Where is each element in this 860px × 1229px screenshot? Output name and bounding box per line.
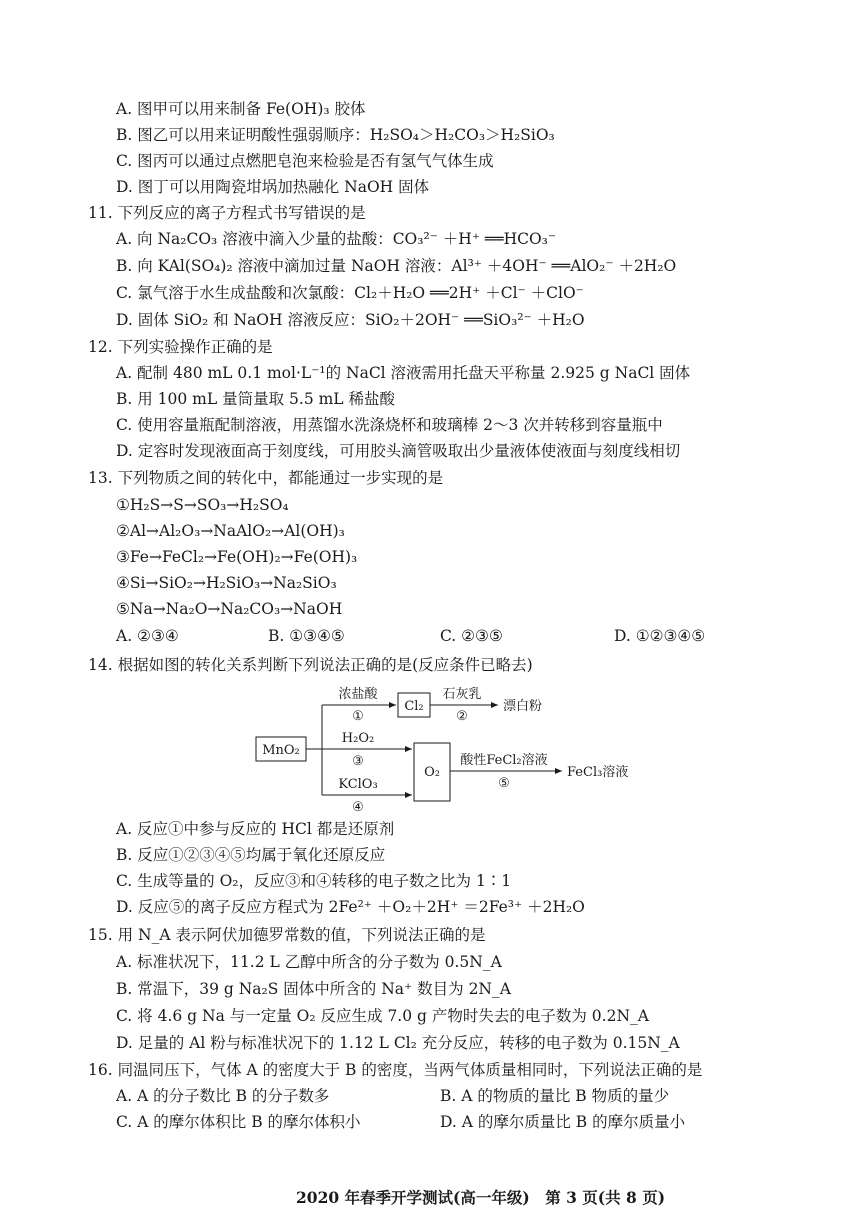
q12-option-a: A. 配制 480 mL 0.1 mol·L⁻¹的 NaCl 溶液需用托盘天平称量 2.925 g NaCl 固体 [116,364,691,382]
reaction-3: ③ [352,754,364,769]
q10-option-c: C. 图丙可以通过点燃肥皂泡来检验是否有氢气气体生成 [116,152,494,170]
q13-choice-a: A. ②③④ [116,627,179,645]
reagent-4: KClO₃ [338,777,378,792]
q16-option-b: B. A 的物质的量比 B 物质的量少 [440,1087,670,1105]
q15-option-b: B. 常温下，39 g Na₂S 固体中所含的 Na⁺ 数目为 2N_A [116,980,511,998]
q11-stem: 11. 下列反应的离子方程式书写错误的是 [88,204,366,222]
cl2-label: Cl₂ [404,699,424,714]
page-footer: 2020 年春季开学测试(高一年级) 第 3 页(共 8 页) [296,1188,666,1207]
q13-choice-c: C. ②③⑤ [440,627,503,645]
q15-stem: 15. 用 N_A 表示阿伏加德罗常数的值，下列说法正确的是 [88,926,486,944]
q13-item-2: ②Al→Al₂O₃→NaAlO₂→Al(OH)₃ [116,522,345,540]
reaction-5: ⑤ [498,776,510,791]
reagent-1: 浓盐酸 [338,687,378,702]
q12-option-b: B. 用 100 mL 量筒量取 5.5 mL 稀盐酸 [116,390,396,408]
reagent-3: H₂O₂ [341,731,375,746]
q11-option-b: B. 向 KAl(SO₄)₂ 溶液中滴加过量 NaOH 溶液：Al³⁺ ＋4OH⁻ ══AlO₂⁻ ＋2H₂O [116,257,677,275]
q13-choice-d: D. ①②③④⑤ [614,627,706,645]
q13-item-1: ①H₂S→S→SO₃→H₂SO₄ [116,496,289,514]
q15-option-a: A. 标准状况下，11.2 L 乙醇中所含的分子数为 0.5N_A [116,953,502,971]
reaction-1: ① [352,709,364,724]
product-2: 漂白粉 [503,699,543,714]
q13-choice-b: B. ①③④⑤ [268,627,345,645]
q16-option-d: D. A 的摩尔质量比 B 的摩尔质量小 [440,1113,686,1131]
reaction-4: ④ [352,800,364,815]
q14-option-d: D. 反应⑤的离子反应方程式为 2Fe²⁺ ＋O₂＋2H⁺ ＝2Fe³⁺ ＋2H₂O [116,898,585,916]
q14-stem: 14. 根据如图的转化关系判断下列说法正确的是(反应条件已略去) [88,656,533,674]
product-5: FeCl₃溶液 [567,765,629,780]
q14-option-b: B. 反应①②③④⑤均属于氧化还原反应 [116,846,386,864]
reaction-2: ② [456,709,468,724]
o2-label: O₂ [424,765,440,780]
q10-option-a: A. 图甲可以用来制备 Fe(OH)₃ 胶体 [116,100,366,118]
mno2-label: MnO₂ [262,743,300,758]
q15-option-c: C. 将 4.6 g Na 与一定量 O₂ 反应生成 7.0 g 产物时失去的电子数为 0.2N_A [116,1007,649,1025]
q12-option-c: C. 使用容量瓶配制溶液，用蒸馏水洗涤烧杯和玻璃棒 2～3 次并转移到容量瓶中 [116,416,663,434]
q16-stem: 16. 同温同压下，气体 A 的密度大于 B 的密度，当两气体质量相同时，下列说法正确的是 [88,1061,703,1079]
q15-option-d: D. 足量的 Al 粉与标准状况下的 1.12 L Cl₂ 充分反应，转移的电子数为 0.15N_A [116,1034,680,1052]
q11-option-d: D. 固体 SiO₂ 和 NaOH 溶液反应：SiO₂＋2OH⁻ ══SiO₃²⁻ ＋H₂O [116,311,585,329]
q13-item-3: ③Fe→FeCl₂→Fe(OH)₂→Fe(OH)₃ [116,548,358,566]
q11-option-c: C. 氯气溶于水生成盐酸和次氯酸：Cl₂＋H₂O ══2H⁺ ＋Cl⁻ ＋ClO⁻ [116,284,584,302]
q16-option-c: C. A 的摩尔体积比 B 的摩尔体积小 [116,1113,361,1131]
q14-option-c: C. 生成等量的 O₂，反应③和④转移的电子数之比为 1∶1 [116,872,512,890]
q13-stem: 13. 下列物质之间的转化中，都能通过一步实现的是 [88,469,444,487]
q13-item-4: ④Si→SiO₂→H₂SiO₃→Na₂SiO₃ [116,574,337,592]
q11-option-a: A. 向 Na₂CO₃ 溶液中滴入少量的盐酸：CO₃²⁻ ＋H⁺ ══HCO₃⁻ [116,230,557,248]
q10-option-b: B. 图乙可以用来证明酸性强弱顺序：H₂SO₄＞H₂CO₃＞H₂SiO₃ [116,126,555,144]
q10-option-d: D. 图丁可以用陶瓷坩埚加热融化 NaOH 固体 [116,178,430,196]
q14-option-a: A. 反应①中参与反应的 HCl 都是还原剂 [116,820,395,838]
q13-item-5: ⑤Na→Na₂O→Na₂CO₃→NaOH [116,600,343,618]
q16-option-a: A. A 的分子数比 B 的分子数多 [116,1087,330,1105]
reagent-2: 石灰乳 [442,687,482,702]
q12-stem: 12. 下列实验操作正确的是 [88,338,273,356]
reagent-5: 酸性FeCl₂溶液 [460,753,548,768]
q12-option-d: D. 定容时发现液面高于刻度线，可用胶头滴管吸取出少量液体使液面与刻度线相切 [116,442,681,460]
